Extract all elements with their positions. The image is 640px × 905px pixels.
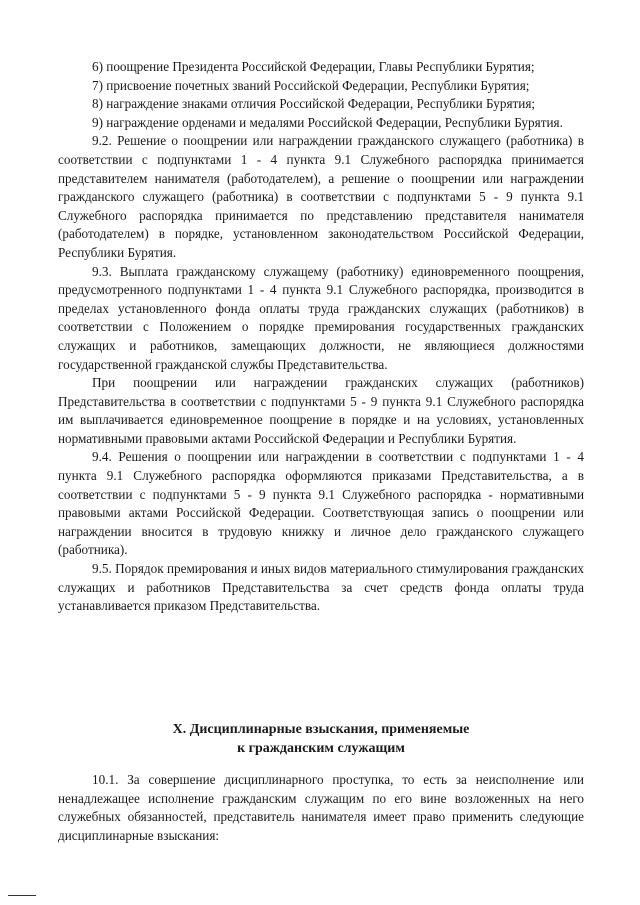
section-heading-line-2: к гражданским служащим bbox=[237, 741, 405, 756]
paragraph-item-7: 7) присвоение почетных званий Российской Федерации, Республики Бурятия; bbox=[92, 77, 530, 93]
paragraph-9-3-continued: При поощрении или награждении гражданских служащих (работников) Представительства в соответствии с подпунктами 5 - 9 пункта 9.1 Служебного распорядка им выплачивается единовременное поощрение в порядке и на условиях, установленных нормативными правовыми актами Российской Федерации и Республики Бурятия. bbox=[58, 375, 584, 446]
section-10-body bbox=[58, 771, 584, 845]
paragraph-item-8: 8) награждение знаками отличия Российской Федерации, Республики Бурятия; bbox=[92, 96, 536, 112]
document-body bbox=[58, 58, 584, 616]
footnote-separator bbox=[8, 895, 36, 896]
paragraph-9-2: 9.2. Решение о поощрении или награждении гражданского служащего (работника) в соответствии с подпунктами 1 - 4 пункта 9.1 Служебного распорядка принимается представителем нанимателя (работодателем), а решение о поощрении или награждении гражданского служащего (работника) в соответствии с подпунктами 5 - 9 пункта 9.1 Служебного распорядка принимается по представлению представителя нанимателя (работодателем) в порядке, установленном законодательством Российской Федерации, Республики Бурятия. bbox=[58, 133, 584, 260]
paragraph-9-3: 9.3. Выплата гражданскому служащему (работнику) единовременного поощрения, предусмотренного подпунктами 1 - 4 пункта 9.1 Служебного распорядка, производится в пределах установленного фонда оплаты труда гражданских служащих (работников) в соответствии с Положением о порядке премирования государственных гражданских служащих и работников, замещающих должности, не являющиеся должностями государственной гражданской службы Представительства. bbox=[58, 263, 584, 372]
section-heading bbox=[58, 720, 584, 758]
paragraph-item-6: 6) поощрение Президента Российской Федерации, Главы Республики Бурятия; bbox=[92, 59, 535, 74]
section-heading-line-1: X. Дисциплинарные взыскания, применяемые bbox=[172, 722, 470, 737]
paragraph-9-5: 9.5. Порядок премирования и иных видов материального стимулирования гражданских служащих и работников Представительства за счет средств фонда оплаты труда устанавливается приказом Представительства. bbox=[58, 561, 584, 614]
paragraph-item-9: 9) награждение орденами и медалями Российской Федерации, Республики Бурятия. bbox=[92, 114, 563, 130]
paragraph-9-4: 9.4. Решения о поощрении или награждении в соответствии с подпунктами 1 - 4 пункта 9.1 Служебного распорядка оформляются приказами Представительства, а в соответствии с подпунктами 5 - 9 пункта 9.1 Служебного распорядка - нормативными правовыми актами Российской Федерации. Соответствующая запись о поощрении или награждении вносится в трудовую книжку и личное дело гражданского служащего (работника). bbox=[58, 449, 584, 558]
paragraph-10-1: 10.1. За совершение дисциплинарного проступка, то есть за неисполнение или ненадлежащее исполнение гражданским служащим по его вине возложенных на него служебных обязанностей, представитель нанимателя имеет право применить следующие дисциплинарные взыскания: bbox=[58, 772, 584, 843]
